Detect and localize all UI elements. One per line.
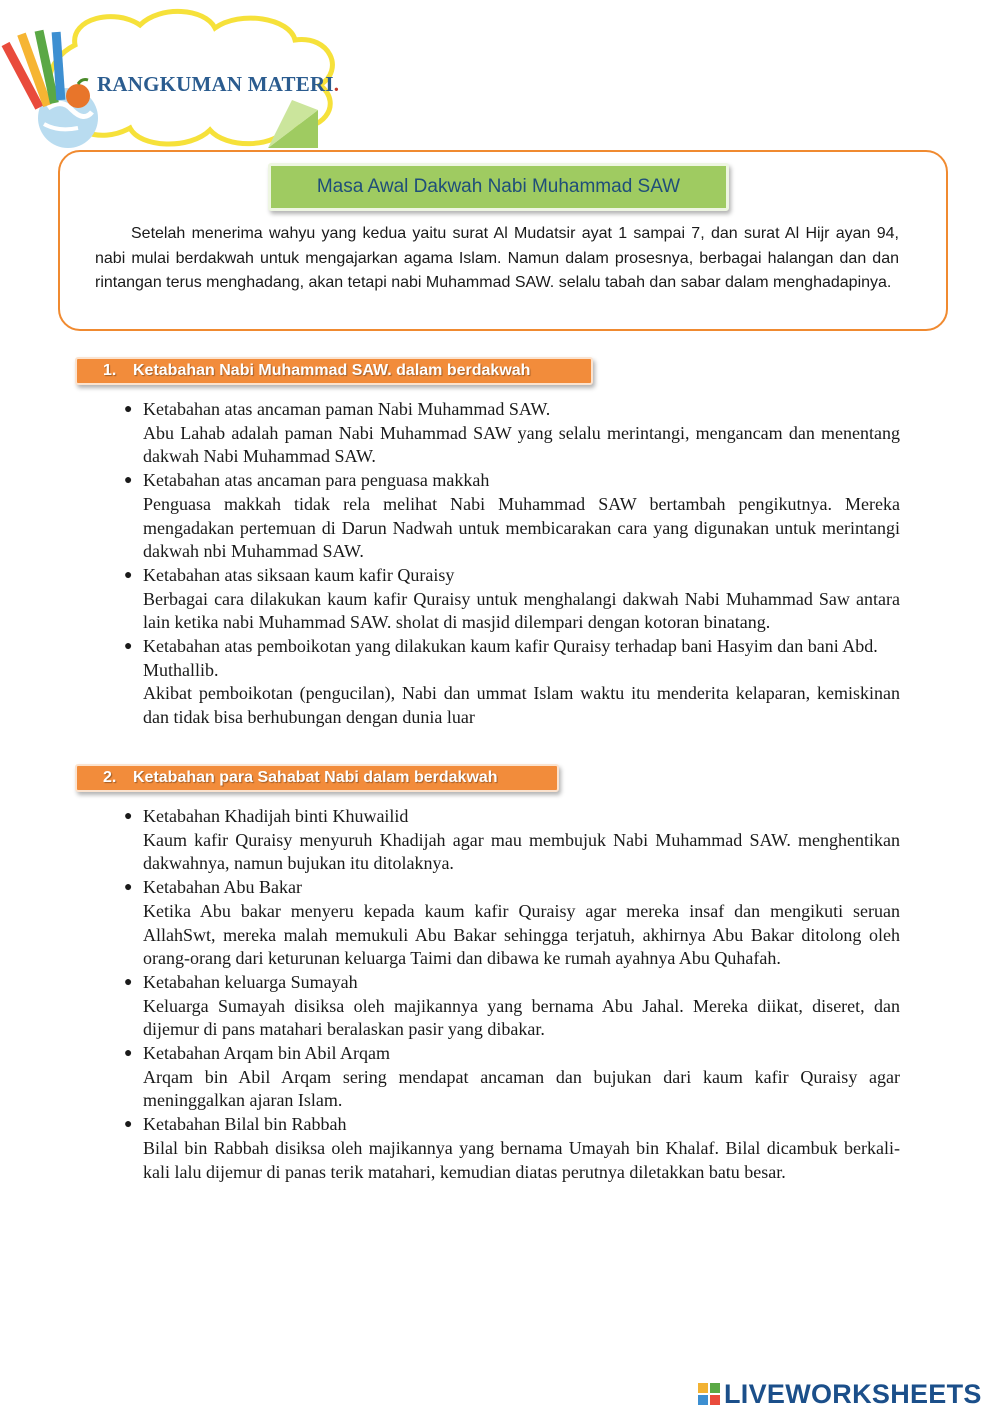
list-item: [120, 469, 900, 564]
section-2-heading: 2. Ketabahan para Sahabat Nabi dalam berdakwah: [75, 764, 559, 792]
intro-paragraph: Setelah menerima wahyu yang kedua yaitu surat Al Mudatsir ayat 1 sampai 7, dan surat Al Hijr ayan 94, nabi mulai berdakwah untuk mengajarkan agama Islam. Namun dalam prosesnya, berbagai halangan dan dan rintangan terus menghadang, akan tetapi nabi Muhammad SAW. selalu tabah dan sabar dalam menghadapinya.: [95, 225, 899, 291]
list-item: [120, 971, 900, 1042]
item-desc: Bilal bin Rabbah disiksa oleh majikannya yang bernama Umayah bin Khalaf. Bilal dicambuk berkali-kali lalu dijemur di panas terik matahari, kemudian diatas perutnya diletakkan batu besar.: [143, 1137, 900, 1182]
item-title: Ketabahan Abu Bakar: [143, 877, 302, 898]
bullet-icon: ●: [124, 809, 133, 824]
item-desc: Kaum kafir Quraisy menyuruh Khadijah agar mau membujuk Nabi Muhammad SAW. menghentikan dakwahnya, namun bujukan itu ditolaknya.: [143, 829, 900, 874]
bullet-icon: ●: [124, 402, 133, 417]
bullet-icon: ●: [124, 1046, 133, 1062]
bullet-icon: ●: [124, 1117, 133, 1133]
page-title: RANGKUMAN MATERI.: [97, 72, 340, 96]
item-title: Ketabahan Arqam bin Abil Arqam: [143, 1043, 390, 1064]
list-item: [120, 1113, 900, 1184]
item-title: Ketabahan Khadijah binti Khuwailid: [143, 806, 409, 826]
list-item: [120, 805, 900, 876]
item-desc: Berbagai cara dilakukan kaum kafir Quraisy untuk menghalangi dakwah Nabi Muhammad Saw antara lain ketika nabi Muhammad SAW. sholat di masjid dilempari dengan kotoran binatang.: [143, 588, 900, 633]
bullet-icon: ●: [124, 473, 133, 489]
item-title: Ketabahan Bilal bin Rabbah: [143, 1114, 347, 1135]
bullet-icon: ●: [124, 974, 133, 990]
bullet-icon: ●: [124, 880, 133, 896]
list-item: [120, 564, 900, 635]
section-2-list: [120, 805, 900, 1184]
item-desc: Arqam bin Abil Arqam sering mendapat ancaman dan bujukan dari kaum kafir Quraisy agar meninggalkan ajaran Islam.: [143, 1066, 900, 1111]
list-item: [120, 635, 900, 730]
bullet-icon: ●: [124, 567, 133, 583]
item-title: Ketabahan atas ancaman paman Nabi Muhammad SAW.: [143, 399, 551, 419]
list-item: [120, 398, 900, 469]
item-desc: Penguasa makkah tidak rela melihat Nabi Muhammad SAW bertambah pengikutnya. Mereka mengadakan pertemuan di Darun Nadwah untuk membicarakan cara yang digunakan untuk merintangi dakwah nbi Muhammad SAW.: [143, 493, 900, 562]
item-desc: Akibat pemboikotan (pengucilan), Nabi dan ummat Islam waktu itu menderita kelaparan, kemiskinan dan tidak bisa berhubungan dengan dunia luar: [143, 683, 900, 728]
item-title: Ketabahan atas siksaan kaum kafir Quraisy: [143, 564, 455, 585]
list-item: [120, 1042, 900, 1113]
liveworksheets-logo: [698, 1378, 982, 1410]
item-title: Ketabahan keluarga Sumayah: [143, 971, 358, 992]
list-item: [120, 876, 900, 971]
item-desc: Keluarga Sumayah disiksa oleh majikannya yang bernama Abu Jahal. Mereka diikat, diseret, dan dijemur di pans matahari beralaskan pasir yang dibakar.: [143, 995, 900, 1040]
logo-text: LIVEWORKSHEETS: [724, 1378, 982, 1409]
section-1-heading: 1. Ketabahan Nabi Muhammad SAW. dalam berdakwah: [75, 357, 593, 385]
bullet-icon: ●: [124, 639, 133, 655]
item-desc: Ketika Abu bakar menyeru kepada kaum kafir Quraisy agar mereka insaf dan mengikuti seruan AllahSwt, mereka malah memukuli Abu Bakar sehingga terjatuh, akhirnya Abu Bakar ditolong oleh orang-orang dari keturunan keluarga Taimi dan dibawa ke rumah ayahnya Abu Quhafah.: [143, 900, 900, 969]
section-1-list: [120, 398, 900, 730]
item-desc: Abu Lahab adalah paman Nabi Muhammad SAW yang selalu merintangi, mengancam dan menentang dakwah Nabi Muhammad SAW.: [143, 422, 900, 467]
item-title: Ketabahan atas pemboikotan yang dilakukan kaum kafir Quraisy terhadap bani Hasyim dan bani Abd. Muthallib.: [143, 636, 878, 680]
intro-heading: Masa Awal Dakwah Nabi Muhammad SAW: [268, 163, 729, 211]
item-title: Ketabahan atas ancaman para penguasa makkah: [143, 470, 490, 491]
logo-blocks-icon: [698, 1383, 720, 1405]
